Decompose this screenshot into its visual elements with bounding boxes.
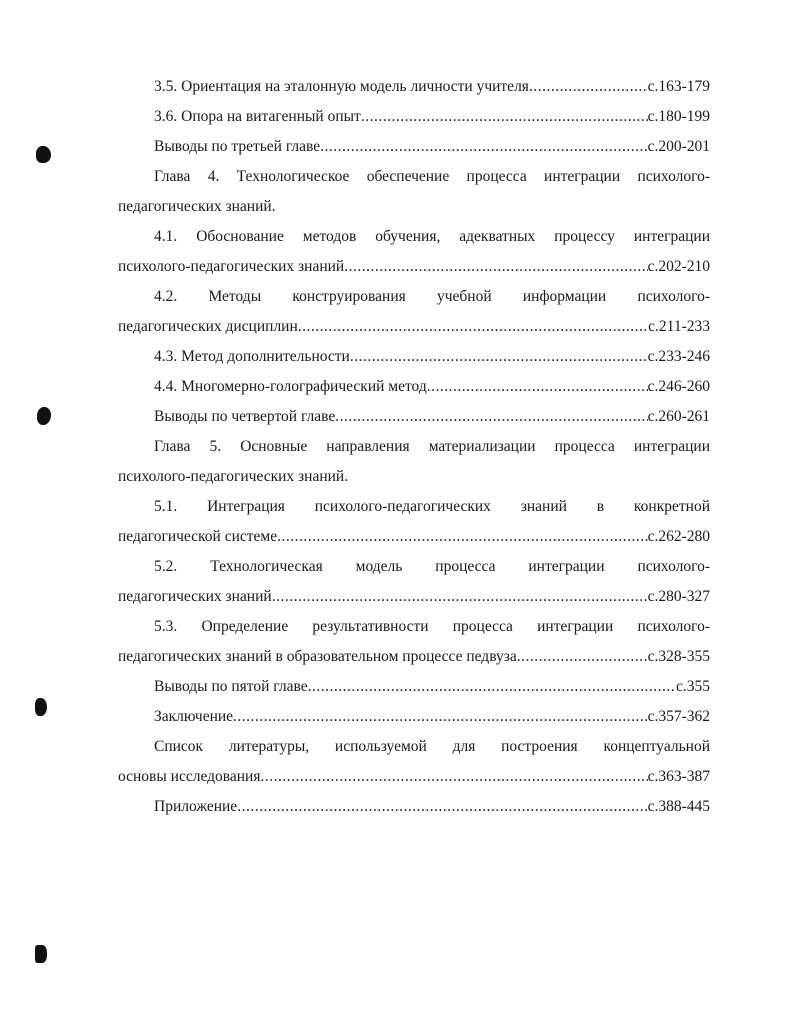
toc-entry-5-3: 5.3. Определение результативности процесса интеграции психолого- [154, 618, 710, 635]
page-ref: с.233-246 [647, 348, 710, 365]
page-ref: с.357-362 [647, 708, 710, 725]
table-of-contents [118, 72, 710, 822]
page-ref: с.200-201 [647, 138, 710, 155]
toc-entry-4-3: 4.3. Метод дополнительности ..... с.233-246 [118, 342, 710, 372]
page-ref: с.246-260 [647, 378, 710, 395]
page-ref: с.262-280 [647, 528, 710, 545]
page-ref: с.328-355 [647, 648, 710, 665]
page-ref: с.163-179 [647, 78, 710, 95]
toc-entry-5-2: 5.2. Технологическая модель процесса интеграции психолого- [154, 558, 710, 575]
scan-hole-mark [37, 407, 51, 425]
toc-entry-bibliography: Список литературы, используемой для построения концептуальной [154, 738, 710, 755]
scan-hole-mark [35, 945, 47, 963]
page-ref: с.202-210 [647, 258, 710, 275]
toc-entry-5-2-cont: педагогических знаний ..... с.280-327 [118, 582, 710, 612]
toc-entry-appendix: Приложение ..... с.388-445 [118, 792, 710, 822]
scan-hole-mark [36, 146, 51, 163]
toc-entry-ch5-conclusions: Выводы по пятой главе ..... с.355 [118, 672, 710, 702]
toc-entry-5-1: 5.1. Интеграция психолого-педагогических знаний в конкретной [154, 498, 710, 515]
toc-entry-3-6: 3.6. Опора на витагенный опыт ..... с.180-199 [118, 102, 710, 132]
toc-chapter-4-title: Глава 4. Технологическое обеспечение процесса интеграции психолого- [154, 168, 710, 185]
toc-chapter-4-title-cont: педагогических знаний. [118, 198, 276, 215]
toc-chapter-5-title: Глава 5. Основные направления материализации процесса интеграции [154, 438, 710, 455]
toc-entry-conclusion: Заключение ..... с.357-362 [118, 702, 710, 732]
toc-entry-4-1-cont: психолого-педагогических знаний ..... с.202-210 [118, 252, 710, 282]
toc-entry-4-2-cont: педагогических дисциплин ..... с.211-233 [118, 312, 710, 342]
page-ref: с.355 [675, 678, 710, 695]
page-ref: с.180-199 [647, 108, 710, 125]
page-ref: с.363-387 [647, 768, 710, 785]
toc-entry-4-2: 4.2. Методы конструирования учебной информации психолого- [154, 288, 710, 305]
toc-entry-4-4: 4.4. Многомерно-голографический метод ..... с.246-260 [118, 372, 710, 402]
scan-hole-mark [35, 698, 47, 716]
toc-entry-ch4-conclusions: Выводы по четвертой главе ..... с.260-261 [118, 402, 710, 432]
toc-entry-5-3-cont: педагогических знаний в образовательном процессе педвуза ..... с.328-355 [118, 642, 710, 672]
page-ref: с.211-233 [648, 318, 710, 335]
toc-entry-3-5: 3.5. Ориентация на эталонную модель личности учителя ..... с.163-179 [118, 72, 710, 102]
page-ref: с.280-327 [647, 588, 710, 605]
page-ref: с.388-445 [647, 798, 710, 815]
toc-entry-4-1: 4.1. Обоснование методов обучения, адекватных процессу интеграции [154, 228, 710, 245]
toc-entry-5-1-cont: педагогической системе ..... с.262-280 [118, 522, 710, 552]
toc-entry-ch3-conclusions: Выводы по третьей главе ..... с.200-201 [118, 132, 710, 162]
toc-entry-bibliography-cont: основы исследования ..... с.363-387 [118, 762, 710, 792]
page-ref: с.260-261 [647, 408, 710, 425]
toc-chapter-5-title-cont: психолого-педагогических знаний. [118, 468, 349, 485]
